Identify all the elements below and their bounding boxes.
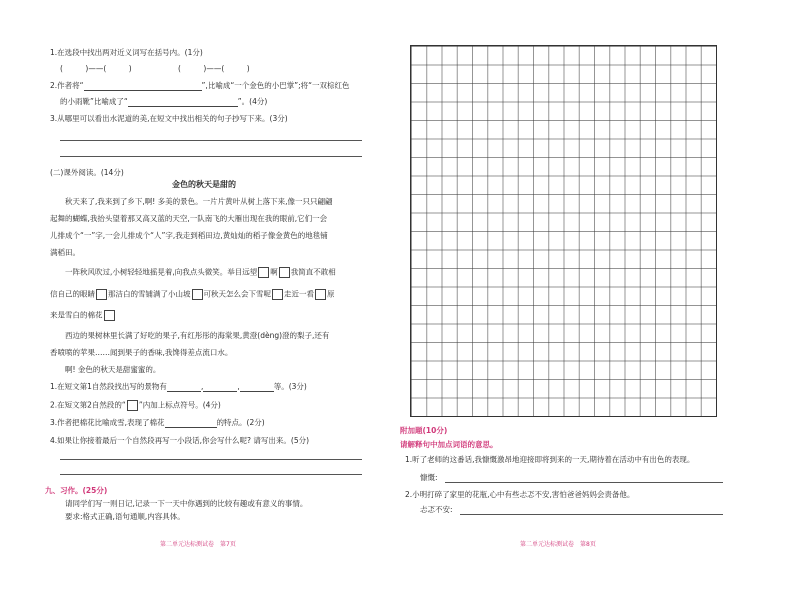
question-2-line1 bbox=[50, 81, 350, 91]
para2-text: 可秋天怎么会下雪呢 bbox=[203, 289, 271, 299]
question-3: 3.从哪里可以看出水泥道的美,在短文中找出相关的句子抄写下来。(3分) bbox=[50, 114, 288, 123]
answer-line[interactable] bbox=[60, 474, 362, 475]
reading-question-2 bbox=[50, 400, 221, 411]
punctuation-box[interactable] bbox=[315, 289, 326, 300]
answer-line[interactable] bbox=[445, 482, 723, 483]
para2-line1 bbox=[65, 267, 336, 278]
para3-line1: 西边的果树林里长满了好吃的果子,有红彤彤的海棠果,黄澄(dèng)澄的梨子,还有 bbox=[65, 331, 330, 340]
rq2-text: ”内加上标点符号。(4分) bbox=[138, 400, 221, 410]
rq2-text: 2.在短文第2自然段的“ bbox=[50, 400, 126, 410]
para1-line1: 秋天来了,我来到了乡下,啊! 多美的景色。一片片黄叶从树上落下来,像一只只翩翩 bbox=[65, 197, 333, 206]
composition-grid[interactable] bbox=[410, 45, 717, 417]
para2-text: 我简直不敢相 bbox=[290, 267, 336, 277]
para1-line2: 起舞的蝴蝶,我抬头望着那又高又蓝的天空,一队南飞的大雁出现在我的眼前,它们一会 bbox=[50, 214, 328, 223]
q1-pair-1: ( )——( ) bbox=[60, 64, 132, 73]
para2-text: 走近一看 bbox=[284, 289, 314, 299]
q1-pair-2: ( )——( ) bbox=[178, 64, 250, 73]
writing-requirements: 要求:格式正确,语句通顺,内容具体。 bbox=[65, 512, 185, 521]
question-1: 1.在选段中找出两对近义词写在括号内。(1分) bbox=[50, 48, 203, 57]
extra-title: 附加题(10分) bbox=[400, 426, 448, 435]
q2-blank-1[interactable] bbox=[84, 82, 202, 91]
punctuation-box bbox=[127, 400, 138, 411]
punctuation-box[interactable] bbox=[192, 289, 203, 300]
para1-line3: 儿排成个“一”字,一会儿排成个“人”字,我走到稻田边,黄灿灿的稻子像金黄色的地毯铺 bbox=[50, 231, 328, 240]
rq1-text: 1.在短文第1自然段找出写的景物有 bbox=[50, 382, 167, 391]
answer-blank[interactable] bbox=[240, 383, 274, 392]
punctuation-box[interactable] bbox=[258, 267, 269, 278]
answer-blank[interactable] bbox=[203, 383, 237, 392]
passage-title: 金色的秋天是甜的 bbox=[172, 180, 236, 189]
para2-text: 来是雪白的棉花 bbox=[50, 310, 103, 320]
punctuation-box[interactable] bbox=[104, 310, 115, 321]
para1-line4: 满稻田。 bbox=[50, 248, 80, 257]
para2-line3 bbox=[50, 310, 116, 321]
q2-part-d: ”。(4分) bbox=[237, 97, 268, 106]
rq3-text: 的特点。(2分) bbox=[216, 418, 265, 427]
page-footer-right: 第二单元达标测试卷 第8页 bbox=[520, 541, 596, 548]
reading-question-4: 4.如果让你接着最后一个自然段再写一小段话,你会写什么呢? 请写出来。(5分) bbox=[50, 436, 310, 445]
q2-part-a: 2.作者将“ bbox=[50, 81, 84, 90]
extra-subtitle: 请解释句中加点词语的意思。 bbox=[400, 440, 498, 449]
extra-q1-label: 慷慨: bbox=[420, 473, 438, 482]
para2-text: 那洁白的雪铺满了小山坡 bbox=[108, 289, 191, 299]
extra-question-1: 1.听了老师的这番话,我慷慨激昂地迎接即将到来的一天,期待着在活动中有出色的表现。 bbox=[405, 455, 695, 464]
q2-part-b: ”,比喻成“一个金色的小巴掌”;将“一双棕红色 bbox=[201, 81, 350, 90]
para3-line2: 香喷喷的苹果……闻到果子的香味,我馋得差点流口水。 bbox=[50, 348, 233, 357]
question-2-line2 bbox=[60, 97, 267, 107]
answer-line[interactable] bbox=[60, 156, 362, 157]
para2-text: 信自己的眼睛 bbox=[50, 289, 95, 299]
q2-part-c: 的小雨靴”比喻成了“ bbox=[60, 97, 128, 106]
para4: 啊! 金色的秋天是甜蜜蜜的。 bbox=[65, 365, 161, 374]
para2-text: 啊 bbox=[270, 267, 278, 277]
para2-line2 bbox=[50, 289, 335, 300]
q2-blank-2[interactable] bbox=[128, 98, 238, 107]
answer-line[interactable] bbox=[460, 514, 723, 515]
reading-question-1: 1.在短文第1自然段找出写的景物有 , , 等。(3分) bbox=[50, 382, 307, 391]
section-reading: (二)课外阅读。(14分) bbox=[50, 168, 124, 177]
punctuation-box[interactable] bbox=[272, 289, 283, 300]
para2-text: 原 bbox=[327, 289, 335, 299]
rq3-text: 3.作者把棉花比喻成雪,表现了棉花 bbox=[50, 418, 165, 427]
extra-question-2: 2.小明打碎了家里的花瓶,心中有些忐忑不安,害怕爸爸妈妈会责备他。 bbox=[405, 490, 635, 499]
rq1-end: 等。(3分) bbox=[273, 382, 307, 391]
answer-line[interactable] bbox=[60, 140, 362, 141]
answer-blank[interactable] bbox=[167, 383, 201, 392]
answer-line[interactable] bbox=[60, 459, 362, 460]
extra-q2-label: 忐忑不安: bbox=[420, 505, 453, 514]
punctuation-box[interactable] bbox=[96, 289, 107, 300]
answer-blank[interactable] bbox=[165, 419, 217, 428]
page-footer-left: 第二单元达标测试卷 第7页 bbox=[160, 541, 236, 548]
reading-question-3 bbox=[50, 418, 265, 428]
para2-text: 一阵秋风吹过,小树轻轻地摇晃着,向我点头微笑。举目远望 bbox=[65, 267, 258, 277]
writing-prompt: 请同学们写一则日记,记录一下一天中你遇到的比较有趣或有意义的事情。 bbox=[65, 499, 308, 508]
section-writing: 九、习作。(25分) bbox=[45, 486, 108, 495]
punctuation-box[interactable] bbox=[279, 267, 290, 278]
